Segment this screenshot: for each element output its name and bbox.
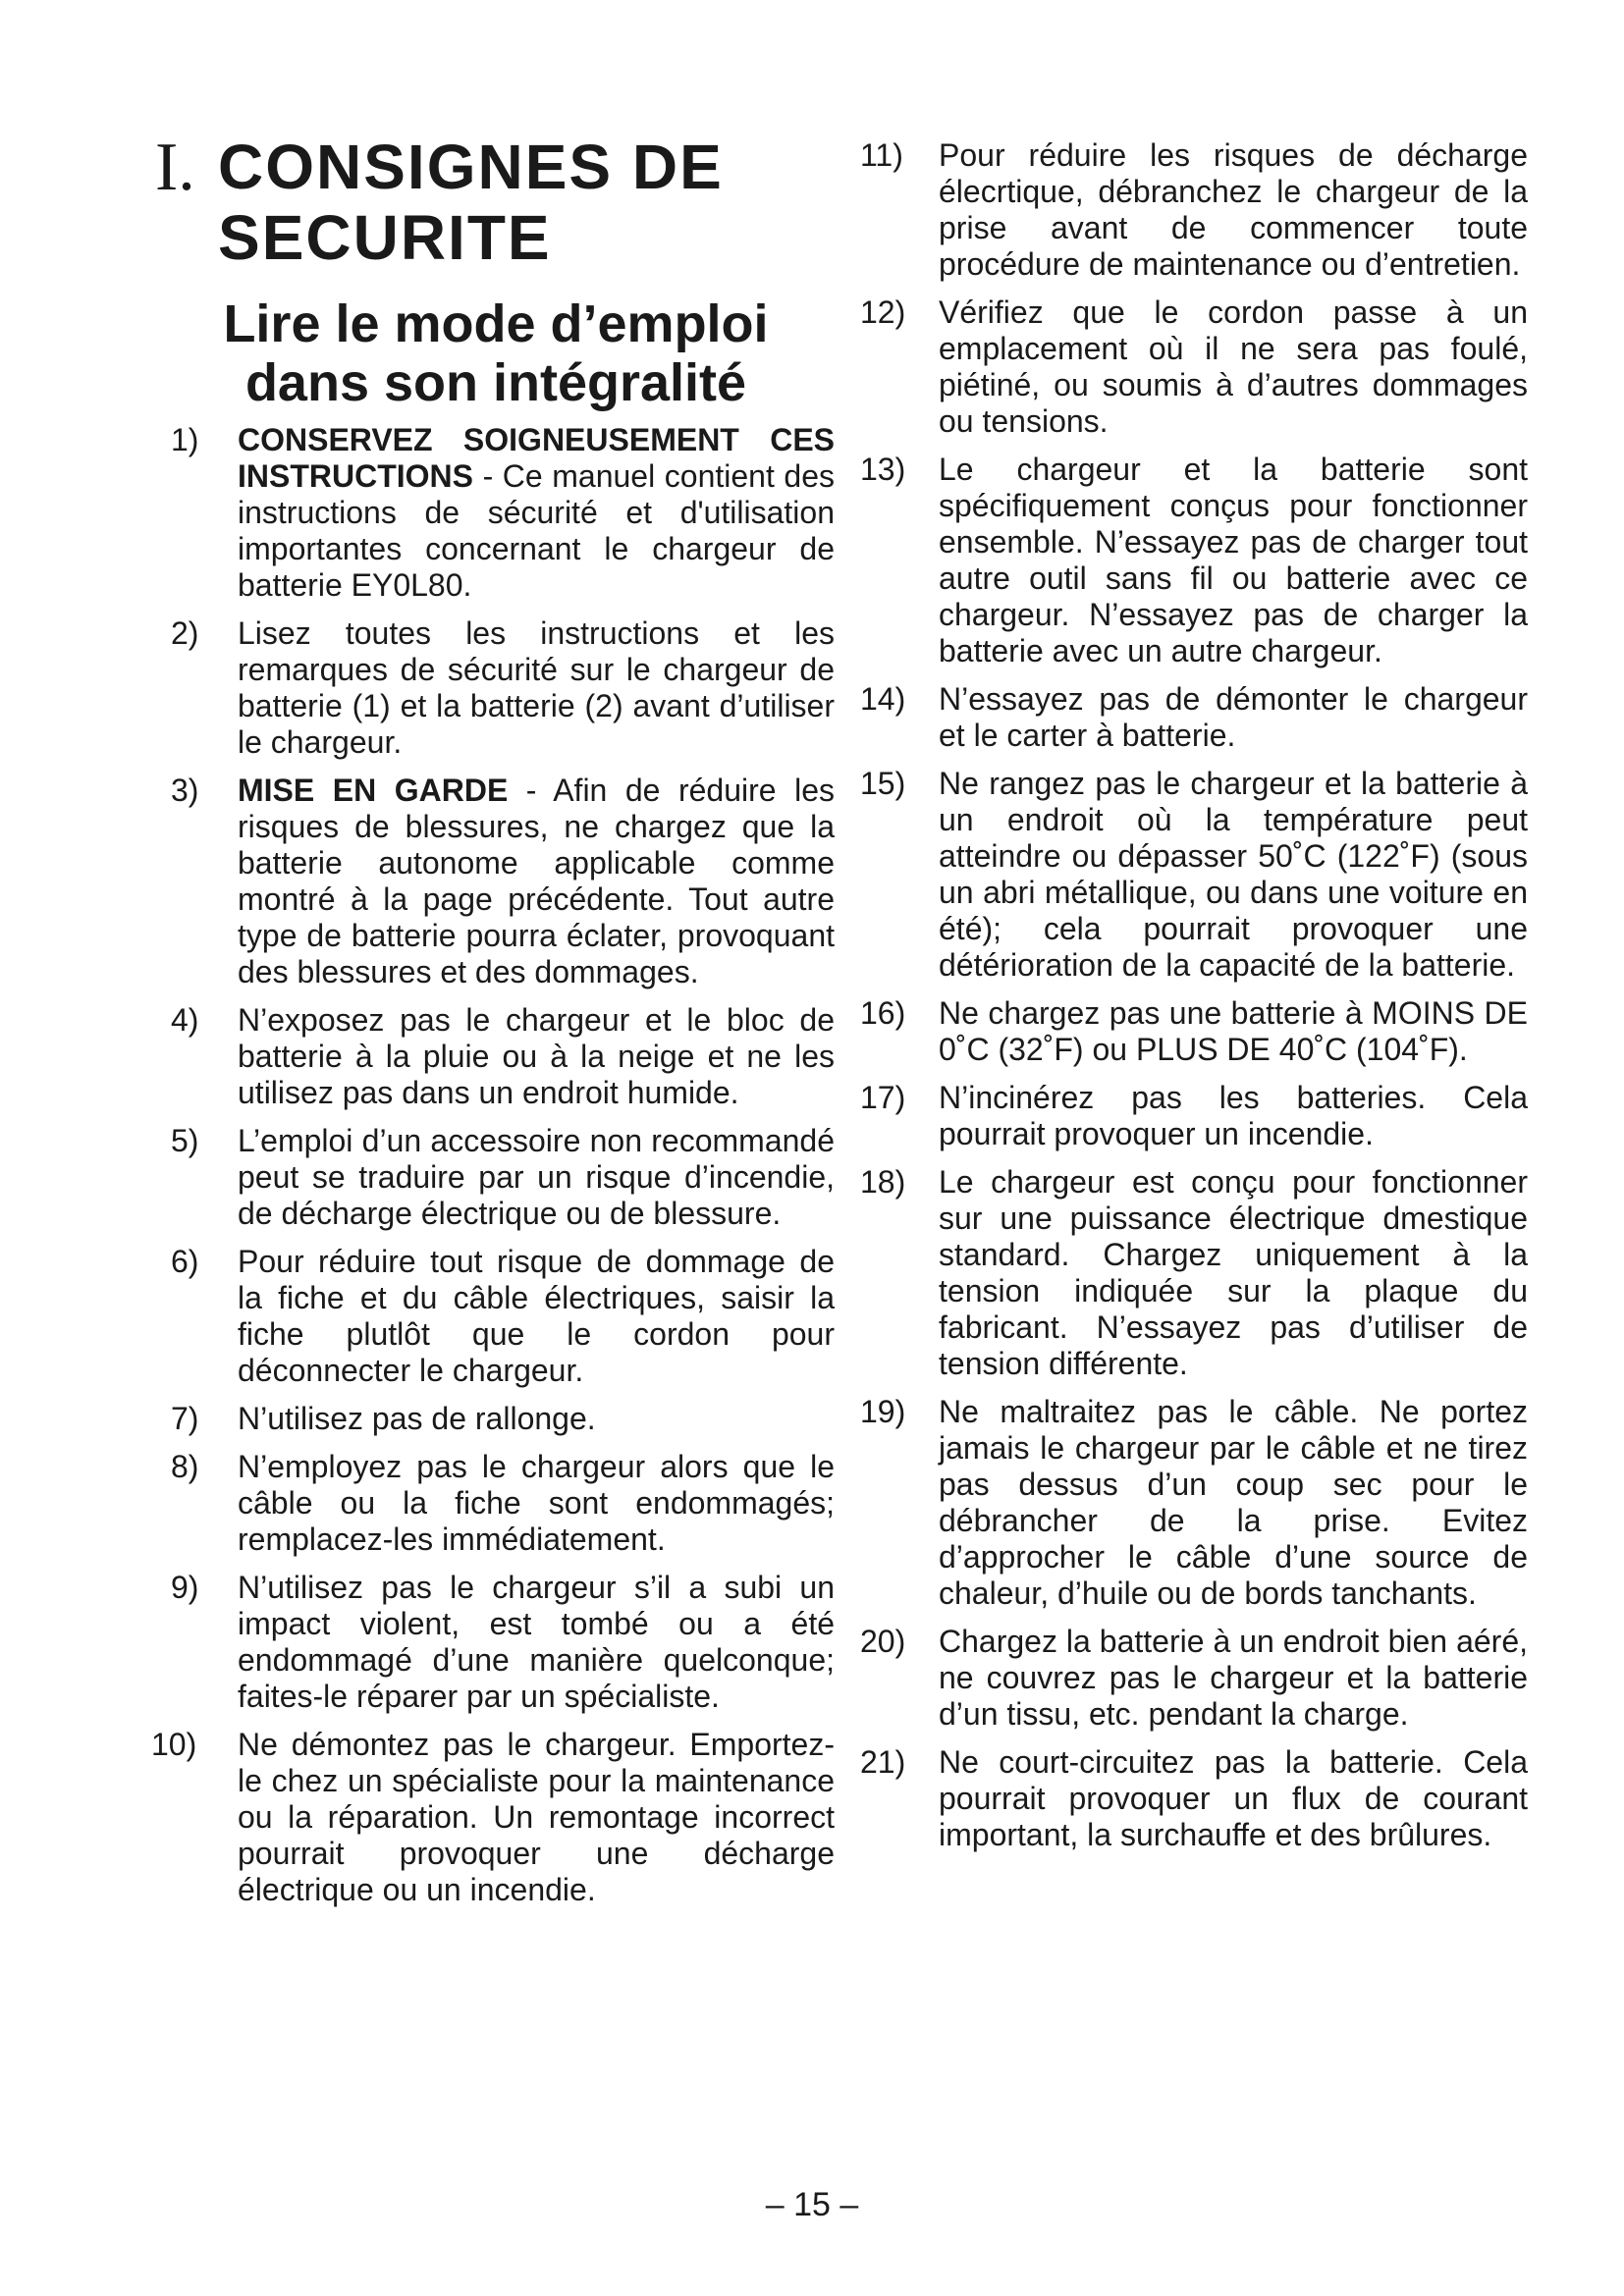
section-title-line-2: SECURITE bbox=[218, 202, 552, 273]
list-item-2 bbox=[167, 615, 835, 761]
item-number: 7) bbox=[171, 1401, 199, 1436]
item-number: 15) bbox=[860, 766, 906, 801]
item-text: Ne chargez pas une batterie à MOINS DE 0˚C (32˚F) ou PLUS DE 40˚C (104˚F). bbox=[939, 995, 1528, 1067]
item-number: 4) bbox=[171, 1002, 199, 1038]
item-number: 21) bbox=[860, 1744, 906, 1780]
item-text: Pour réduire les risques de décharge élecrtique, débranchez le chargeur de la prise avant de commencer toute procédure de maintenance ou d’entretien. bbox=[939, 137, 1528, 282]
list-item-18 bbox=[860, 1164, 1528, 1382]
list-item-16 bbox=[860, 995, 1528, 1068]
list-item-3 bbox=[167, 773, 835, 990]
item-text: N’utilisez pas de rallonge. bbox=[238, 1401, 596, 1436]
item-text: Chargez la batterie à un endroit bien aéré, ne couvrez pas le chargeur et la batterie d’un tissu, etc. pendant la charge. bbox=[939, 1624, 1528, 1732]
item-text: Le chargeur et la batterie sont spécifiquement conçus pour fonctionner ensemble. N’essayez pas de charger tout autre outil sans fil ou batterie avec ce chargeur. N’essayez pas de charger la batterie avec un autre chargeur. bbox=[939, 452, 1528, 668]
list-item-13 bbox=[860, 452, 1528, 669]
item-number: 6) bbox=[171, 1244, 199, 1279]
item-number: 5) bbox=[171, 1123, 199, 1158]
item-number: 12) bbox=[860, 294, 906, 330]
item-text: N’incinérez pas les batteries. Cela pourrait provoquer un incendie. bbox=[939, 1080, 1528, 1151]
item-number: 11) bbox=[860, 137, 903, 173]
item-text: Pour réduire tout risque de dommage de la fiche et du câble électriques, saisir la fiche plutlôt que le cordon pour déconnecter le chargeur. bbox=[238, 1244, 835, 1388]
item-number: 16) bbox=[860, 995, 906, 1031]
item-text: Ne maltraitez pas le câble. Ne portez jamais le chargeur par le câble et ne tirez pas dessus d’un coup sec pour le débrancher de la prise. Evitez d’approcher le câble d’une source de chaleur, d’huile ou de bords tanchants. bbox=[939, 1394, 1528, 1611]
list-item-17 bbox=[860, 1080, 1528, 1152]
item-bold-text: MISE EN GARDE bbox=[238, 773, 509, 808]
item-number: 1) bbox=[171, 422, 199, 457]
list-item-14 bbox=[860, 681, 1528, 754]
section-heading bbox=[155, 128, 835, 285]
list-item-11 bbox=[860, 137, 1528, 283]
list-item-9 bbox=[167, 1570, 835, 1715]
item-number: 20) bbox=[860, 1624, 906, 1659]
list-item-21 bbox=[860, 1744, 1528, 1853]
list-item-7 bbox=[167, 1401, 835, 1437]
item-text: N’exposez pas le chargeur et le bloc de batterie à la pluie ou à la neige et ne les utilisez pas dans un endroit humide. bbox=[238, 1002, 835, 1110]
item-text: - Afin de réduire les risques de blessures, ne chargez que la batterie autonome applicable comme montré à la page précédente. Tout autre type de batterie pourra éclater, provoquant des blessures et des dommages. bbox=[238, 773, 835, 989]
list-item-20 bbox=[860, 1624, 1528, 1733]
item-text: Ne court-circuitez pas la batterie. Cela pourrait provoquer un flux de courant important, la surchauffe et des brûlures. bbox=[939, 1744, 1528, 1852]
item-number: 9) bbox=[171, 1570, 199, 1605]
list-item-12 bbox=[860, 294, 1528, 440]
item-number: 19) bbox=[860, 1394, 906, 1429]
item-text: - Ce manuel contient des instructions de sécurité et d'utilisation importantes concernant le chargeur de batterie EY0L80. bbox=[238, 458, 835, 603]
item-bold-text: CONSERVEZ SOIGNEUSEMENT CES INSTRUCTIONS bbox=[238, 422, 835, 494]
subtitle-line-2: dans son intégralité bbox=[244, 353, 747, 412]
item-text: L’emploi d’un accessoire non recommandé peut se traduire par un risque d’incendie, de décharge électrique ou de blessure. bbox=[238, 1123, 835, 1231]
item-text: Ne rangez pas le chargeur et la batterie à un endroit où la température peut atteindre ou dépasser 50˚C (122˚F) (sous un abri métallique, ou dans une voiture en été); cela pourrait provoquer une détérioration de la capacité de la batterie. bbox=[939, 766, 1528, 983]
list-item-6 bbox=[167, 1244, 835, 1389]
item-number: 2) bbox=[171, 615, 199, 651]
page-number: – 15 – bbox=[765, 2186, 859, 2223]
right-column bbox=[860, 137, 1528, 1865]
item-number: 13) bbox=[860, 452, 906, 487]
list-item-19 bbox=[860, 1394, 1528, 1612]
item-number: 10) bbox=[151, 1727, 197, 1762]
item-text: Ne démontez pas le chargeur. Emportez-le chez un spécialiste pour la maintenance ou la réparation. Un remontage incorrect pourrait provoquer une décharge électrique ou un incendie. bbox=[238, 1727, 835, 1907]
list-item-10 bbox=[151, 1727, 835, 1908]
list-item-8 bbox=[167, 1449, 835, 1558]
subtitle bbox=[167, 294, 835, 412]
list-item-1 bbox=[167, 422, 835, 604]
list-item-5 bbox=[167, 1123, 835, 1232]
list-item-4 bbox=[167, 1002, 835, 1111]
item-text: N’essayez pas de démonter le chargeur et le carter à batterie. bbox=[939, 681, 1528, 753]
item-text: Lisez toutes les instructions et les remarques de sécurité sur le chargeur de batterie (1) et la batterie (2) avant d’utiliser le chargeur. bbox=[238, 615, 835, 760]
item-number: 18) bbox=[860, 1164, 906, 1200]
item-number: 17) bbox=[860, 1080, 906, 1115]
section-title-line-1: CONSIGNES DE bbox=[218, 132, 724, 202]
left-column bbox=[151, 128, 835, 1920]
list-item-15 bbox=[860, 766, 1528, 984]
instruction-list-right bbox=[860, 137, 1528, 1853]
item-number: 3) bbox=[171, 773, 199, 808]
item-text: N’employez pas le chargeur alors que le câble ou la fiche sont endommagés; remplacez-les immédiatement. bbox=[238, 1449, 835, 1557]
item-text: N’utilisez pas le chargeur s’il a subi un impact violent, est tombé ou a été endommagé d’une manière quelconque; faites-le réparer par un spécialiste. bbox=[238, 1570, 835, 1714]
subtitle-line-1: Lire le mode d’emploi bbox=[223, 294, 769, 353]
item-number: 14) bbox=[860, 681, 906, 717]
section-number: I. bbox=[155, 130, 195, 205]
item-number: 8) bbox=[171, 1449, 199, 1484]
item-text: Vérifiez que le cordon passe à un emplacement où il ne sera pas foulé, piétiné, ou soumis à d’autres dommages ou tensions. bbox=[939, 294, 1528, 439]
item-text: Le chargeur est conçu pour fonctionner sur une puissance électrique dmestique standard. Chargez uniquement à la tension indiquée sur la plaque du fabricant. N’essayez pas d’utiliser de tension différente. bbox=[939, 1164, 1528, 1381]
instruction-list-left bbox=[151, 422, 835, 1908]
